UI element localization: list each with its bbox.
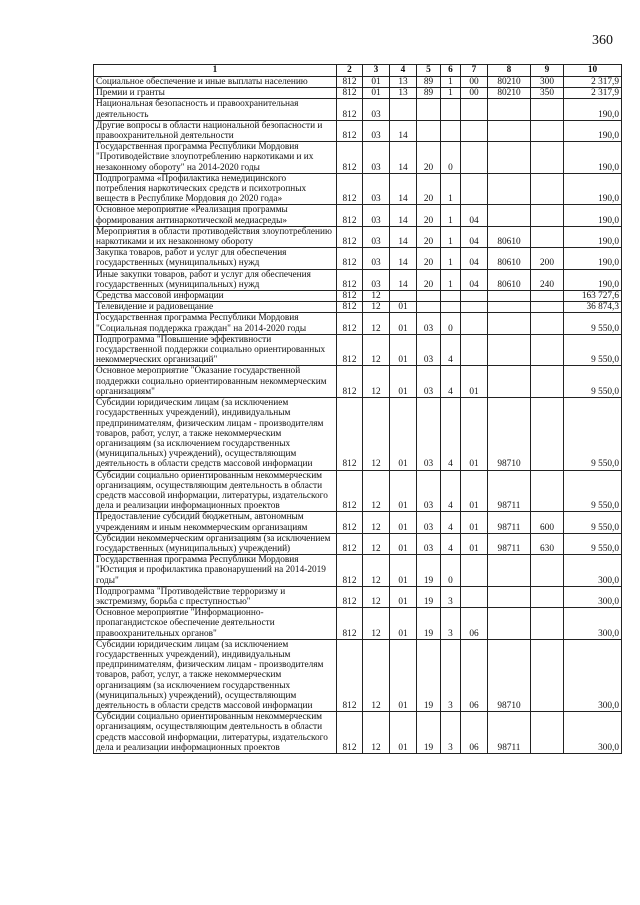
row-code-cell [461,120,488,141]
table-row [94,302,622,313]
row-code-cell: 01 [390,608,417,640]
row-code-cell: 812 [337,313,363,334]
table-row [94,88,622,99]
row-code-cell [461,555,488,587]
row-code-cell [441,99,461,120]
table-row [94,334,622,366]
row-amount-cell: 190,0 [564,142,622,174]
row-amount-cell: 190,0 [564,173,622,205]
row-code-cell [531,398,564,470]
row-code-cell [488,120,531,141]
row-code-cell: 01 [461,533,488,554]
row-code-cell: 812 [337,120,363,141]
row-name-cell: Субсидии юридическим лицам (за исключением государственных учреждений), индивидуальным предпринимателям, физическим лицам - производителям товаров, работ, услуг, а также некоммерческим организациям (за исключением государственных (муниципальных) учреждений), осуществляющим деятельность в области средств массовой информации [94,639,337,711]
column-header-9: 9 [531,65,564,77]
row-code-cell [531,712,564,754]
row-code-cell [531,291,564,302]
row-code-cell [531,608,564,640]
row-code-cell: 01 [390,712,417,754]
row-code-cell: 1 [441,88,461,99]
row-name-cell: Основное мероприятие «Реализация программы формирования антинаркотической медиасреды» [94,205,337,226]
row-code-cell: 812 [337,269,363,290]
row-code-cell: 19 [417,555,441,587]
row-code-cell: 80610 [488,248,531,269]
row-code-cell [531,226,564,247]
row-name-cell: Средства массовой информации [94,291,337,302]
row-code-cell: 4 [441,512,461,533]
row-code-cell: 98711 [488,512,531,533]
row-code-cell [417,120,441,141]
row-name-cell: Мероприятия в области противодействия злоупотреблению наркотиками и их незаконному обороту [94,226,337,247]
row-code-cell: 03 [363,120,390,141]
row-name-cell: Государственная программа Республики Мордовия "Юстиция и профилактика правонарушений на 2014-2019 годы" [94,555,337,587]
row-code-cell: 01 [390,302,417,313]
row-code-cell: 80610 [488,269,531,290]
row-name-cell: Социальное обеспечение и иные выплаты населению [94,77,337,88]
table-row [94,470,622,512]
row-code-cell [488,555,531,587]
table-header-row [94,65,622,77]
row-code-cell: 19 [417,712,441,754]
row-code-cell [441,120,461,141]
row-code-cell: 01 [390,533,417,554]
row-code-cell [488,291,531,302]
row-code-cell: 812 [337,586,363,607]
row-amount-cell: 9 550,0 [564,334,622,366]
row-code-cell: 98710 [488,639,531,711]
row-code-cell [417,99,441,120]
table-row [94,291,622,302]
row-code-cell: 200 [531,248,564,269]
row-name-cell: Подпрограмма "Повышение эффективности государственной поддержки социально ориентированных некоммерческих организаций" [94,334,337,366]
row-name-cell: Другие вопросы в области национальной безопасности и правоохранительной деятельности [94,120,337,141]
row-code-cell: 13 [390,77,417,88]
row-code-cell: 4 [441,398,461,470]
row-code-cell: 03 [363,226,390,247]
row-code-cell: 12 [363,639,390,711]
row-code-cell: 812 [337,398,363,470]
table-row [94,248,622,269]
column-header-2: 2 [337,65,363,77]
row-code-cell: 812 [337,555,363,587]
row-code-cell [488,99,531,120]
row-amount-cell: 300,0 [564,586,622,607]
row-code-cell: 13 [390,88,417,99]
row-code-cell: 03 [363,248,390,269]
row-code-cell [441,291,461,302]
row-name-cell: Основное мероприятие "Информационно-пропагандистское обеспечение деятельности правоохранительных органов" [94,608,337,640]
column-header-1: 1 [94,65,337,77]
row-code-cell: 80610 [488,226,531,247]
row-code-cell: 80210 [488,77,531,88]
row-code-cell: 19 [417,608,441,640]
row-code-cell: 812 [337,533,363,554]
row-code-cell: 89 [417,88,441,99]
row-name-cell: Предоставление субсидий бюджетным, автономным учреждениям и иным некоммерческим организациям [94,512,337,533]
row-code-cell: 812 [337,302,363,313]
row-code-cell: 01 [390,555,417,587]
table-row [94,269,622,290]
row-code-cell: 98711 [488,470,531,512]
row-code-cell [390,291,417,302]
row-code-cell: 04 [461,226,488,247]
row-code-cell: 350 [531,88,564,99]
column-header-6: 6 [441,65,461,77]
row-code-cell: 630 [531,533,564,554]
row-code-cell: 812 [337,142,363,174]
column-header-8: 8 [488,65,531,77]
row-code-cell: 03 [363,99,390,120]
row-code-cell [531,334,564,366]
row-code-cell: 20 [417,269,441,290]
row-code-cell: 12 [363,712,390,754]
row-code-cell [531,366,564,398]
budget-table [93,64,622,754]
row-amount-cell: 190,0 [564,120,622,141]
row-code-cell [531,470,564,512]
row-code-cell: 12 [363,586,390,607]
row-code-cell: 12 [363,470,390,512]
row-code-cell: 01 [363,88,390,99]
row-code-cell [488,313,531,334]
row-code-cell: 812 [337,639,363,711]
row-code-cell: 12 [363,302,390,313]
row-code-cell: 3 [441,712,461,754]
row-code-cell [461,142,488,174]
row-code-cell [531,639,564,711]
row-amount-cell: 300,0 [564,712,622,754]
row-code-cell: 03 [363,205,390,226]
row-code-cell [531,555,564,587]
row-code-cell: 89 [417,77,441,88]
row-code-cell [461,173,488,205]
row-code-cell: 80210 [488,88,531,99]
row-code-cell: 01 [390,313,417,334]
row-code-cell: 12 [363,512,390,533]
row-code-cell: 4 [441,533,461,554]
row-code-cell: 812 [337,608,363,640]
row-code-cell: 12 [363,555,390,587]
table-row [94,398,622,470]
row-code-cell: 12 [363,533,390,554]
table-row [94,173,622,205]
row-code-cell: 1 [441,269,461,290]
row-code-cell: 14 [390,269,417,290]
row-code-cell [531,173,564,205]
row-code-cell [531,586,564,607]
row-code-cell: 06 [461,608,488,640]
row-code-cell: 00 [461,88,488,99]
row-code-cell [488,173,531,205]
table-row [94,366,622,398]
row-code-cell: 20 [417,226,441,247]
row-code-cell: 1 [441,248,461,269]
row-amount-cell: 9 550,0 [564,398,622,470]
table-row [94,99,622,120]
row-code-cell: 812 [337,88,363,99]
row-name-cell: Государственная программа Республики Мордовия "Противодействие злоупотреблению наркотиками и их незаконному обороту" на 2014-2020 годы [94,142,337,174]
row-code-cell: 03 [363,269,390,290]
row-code-cell [417,302,441,313]
table-row [94,142,622,174]
row-code-cell [488,205,531,226]
row-code-cell [531,313,564,334]
row-code-cell: 14 [390,142,417,174]
table-row [94,712,622,754]
table-row [94,205,622,226]
row-code-cell: 19 [417,586,441,607]
row-code-cell: 00 [461,77,488,88]
row-name-cell: Национальная безопасность и правоохранительная деятельность [94,99,337,120]
row-code-cell: 20 [417,248,441,269]
row-code-cell [488,142,531,174]
row-code-cell: 01 [390,366,417,398]
row-name-cell: Подпрограмма "Противодействие терроризму и экстремизму, борьба с преступностью" [94,586,337,607]
row-amount-cell: 190,0 [564,205,622,226]
row-code-cell: 14 [390,226,417,247]
column-header-10: 10 [564,65,622,77]
row-code-cell: 3 [441,639,461,711]
row-amount-cell: 9 550,0 [564,313,622,334]
column-header-3: 3 [363,65,390,77]
row-code-cell: 01 [390,398,417,470]
row-code-cell: 0 [441,313,461,334]
row-code-cell: 20 [417,142,441,174]
row-code-cell [390,99,417,120]
row-code-cell [488,366,531,398]
row-name-cell: Иные закупки товаров, работ и услуг для обеспечения государственных (муниципальных) нужд [94,269,337,290]
table-row [94,608,622,640]
row-code-cell: 03 [417,533,441,554]
row-code-cell: 01 [390,639,417,711]
row-code-cell: 812 [337,77,363,88]
row-code-cell: 300 [531,77,564,88]
row-code-cell: 812 [337,205,363,226]
row-amount-cell: 190,0 [564,226,622,247]
row-code-cell: 4 [441,470,461,512]
row-code-cell: 4 [441,334,461,366]
row-code-cell: 14 [390,120,417,141]
table-row [94,313,622,334]
row-code-cell: 20 [417,173,441,205]
row-code-cell: 06 [461,712,488,754]
row-code-cell [461,291,488,302]
row-code-cell: 1 [441,205,461,226]
row-code-cell [531,120,564,141]
row-code-cell: 03 [363,173,390,205]
column-header-4: 4 [390,65,417,77]
row-code-cell: 03 [417,334,441,366]
row-name-cell: Субсидии социально ориентированным некоммерческим организациям, осуществляющим деятельность в области средств массовой информации, литературы, издательского дела и реализации информационных проектов [94,712,337,754]
row-code-cell: 812 [337,712,363,754]
row-name-cell: Субсидии социально ориентированным некоммерческим организациям, осуществляющим деятельность в области средств массовой информации, литературы, издательского дела и реализации информационных проектов [94,470,337,512]
row-amount-cell: 2 317,9 [564,77,622,88]
row-code-cell: 01 [390,586,417,607]
row-code-cell [488,586,531,607]
row-code-cell [531,142,564,174]
row-code-cell: 4 [441,366,461,398]
row-code-cell [461,586,488,607]
row-code-cell: 812 [337,291,363,302]
row-code-cell: 01 [390,512,417,533]
row-amount-cell: 300,0 [564,608,622,640]
row-code-cell: 12 [363,608,390,640]
row-code-cell: 04 [461,205,488,226]
row-code-cell: 12 [363,334,390,366]
row-code-cell: 03 [417,366,441,398]
row-code-cell [531,99,564,120]
row-code-cell: 3 [441,608,461,640]
row-code-cell [461,313,488,334]
column-header-7: 7 [461,65,488,77]
table-row [94,512,622,533]
page-number: 360 [592,33,613,48]
row-code-cell: 812 [337,334,363,366]
row-amount-cell: 300,0 [564,555,622,587]
row-amount-cell: 36 874,3 [564,302,622,313]
row-name-cell: Подпрограмма «Профилактика немедицинского потребления наркотических средств и психотропных веществ в Республике Мордовия до 2020 года» [94,173,337,205]
table-body [94,77,622,754]
row-code-cell: 812 [337,470,363,512]
column-header-5: 5 [417,65,441,77]
table-row [94,639,622,711]
row-name-cell: Закупка товаров, работ и услуг для обеспечения государственных (муниципальных) нужд [94,248,337,269]
row-code-cell [417,291,441,302]
row-amount-cell: 190,0 [564,248,622,269]
row-code-cell: 1 [441,173,461,205]
row-code-cell [488,302,531,313]
row-code-cell: 240 [531,269,564,290]
row-code-cell: 14 [390,248,417,269]
row-code-cell: 01 [461,366,488,398]
table-row [94,226,622,247]
row-name-cell: Основное мероприятие "Оказание государственной поддержки социально ориентированным некоммерческим организациям" [94,366,337,398]
row-code-cell: 03 [417,313,441,334]
row-amount-cell: 2 317,9 [564,88,622,99]
row-name-cell: Государственная программа Республики Мордовия "Социальная поддержка граждан" на 2014-2020 годы [94,313,337,334]
row-code-cell: 14 [390,205,417,226]
row-amount-cell: 9 550,0 [564,366,622,398]
row-code-cell: 600 [531,512,564,533]
row-code-cell: 12 [363,291,390,302]
row-code-cell: 01 [461,470,488,512]
row-code-cell: 03 [417,398,441,470]
row-amount-cell: 9 550,0 [564,470,622,512]
row-code-cell: 98711 [488,533,531,554]
row-code-cell [531,302,564,313]
row-amount-cell: 9 550,0 [564,512,622,533]
row-code-cell [461,334,488,366]
row-amount-cell: 300,0 [564,639,622,711]
row-code-cell [461,99,488,120]
row-code-cell: 0 [441,555,461,587]
row-code-cell: 812 [337,99,363,120]
row-code-cell: 1 [441,226,461,247]
row-code-cell: 01 [390,470,417,512]
table-row [94,533,622,554]
row-amount-cell: 190,0 [564,269,622,290]
row-code-cell: 812 [337,173,363,205]
row-code-cell: 0 [441,142,461,174]
row-code-cell: 19 [417,639,441,711]
row-code-cell: 12 [363,313,390,334]
row-amount-cell: 190,0 [564,99,622,120]
row-name-cell: Телевидение и радиовещание [94,302,337,313]
row-code-cell: 04 [461,269,488,290]
row-code-cell [441,302,461,313]
row-code-cell: 01 [363,77,390,88]
row-amount-cell: 9 550,0 [564,533,622,554]
row-code-cell: 812 [337,226,363,247]
row-amount-cell: 163 727,6 [564,291,622,302]
row-code-cell: 03 [417,470,441,512]
row-code-cell: 12 [363,398,390,470]
table-row [94,120,622,141]
row-code-cell: 03 [363,142,390,174]
row-code-cell: 03 [417,512,441,533]
row-code-cell: 812 [337,512,363,533]
row-code-cell: 14 [390,173,417,205]
row-code-cell: 1 [441,77,461,88]
row-code-cell: 01 [390,334,417,366]
row-code-cell [488,334,531,366]
table-row [94,77,622,88]
row-code-cell: 01 [461,398,488,470]
row-name-cell: Премии и гранты [94,88,337,99]
row-code-cell: 98711 [488,712,531,754]
row-code-cell: 812 [337,366,363,398]
row-code-cell: 01 [461,512,488,533]
row-code-cell: 98710 [488,398,531,470]
table-row [94,586,622,607]
row-name-cell: Субсидии юридическим лицам (за исключением государственных учреждений), индивидуальным предпринимателям, физическим лицам - производителям товаров, работ, услуг, а также некоммерческим организациям (за исключением государственных (муниципальных) учреждений), осуществляющим деятельность в области средств массовой информации [94,398,337,470]
row-code-cell: 20 [417,205,441,226]
row-name-cell: Субсидии некоммерческим организациям (за исключением государственных (муниципальных) учреждений) [94,533,337,554]
row-code-cell: 04 [461,248,488,269]
table-row [94,555,622,587]
row-code-cell [531,205,564,226]
row-code-cell: 812 [337,248,363,269]
row-code-cell: 12 [363,366,390,398]
row-code-cell [461,302,488,313]
row-code-cell: 06 [461,639,488,711]
row-code-cell: 3 [441,586,461,607]
row-code-cell [488,608,531,640]
